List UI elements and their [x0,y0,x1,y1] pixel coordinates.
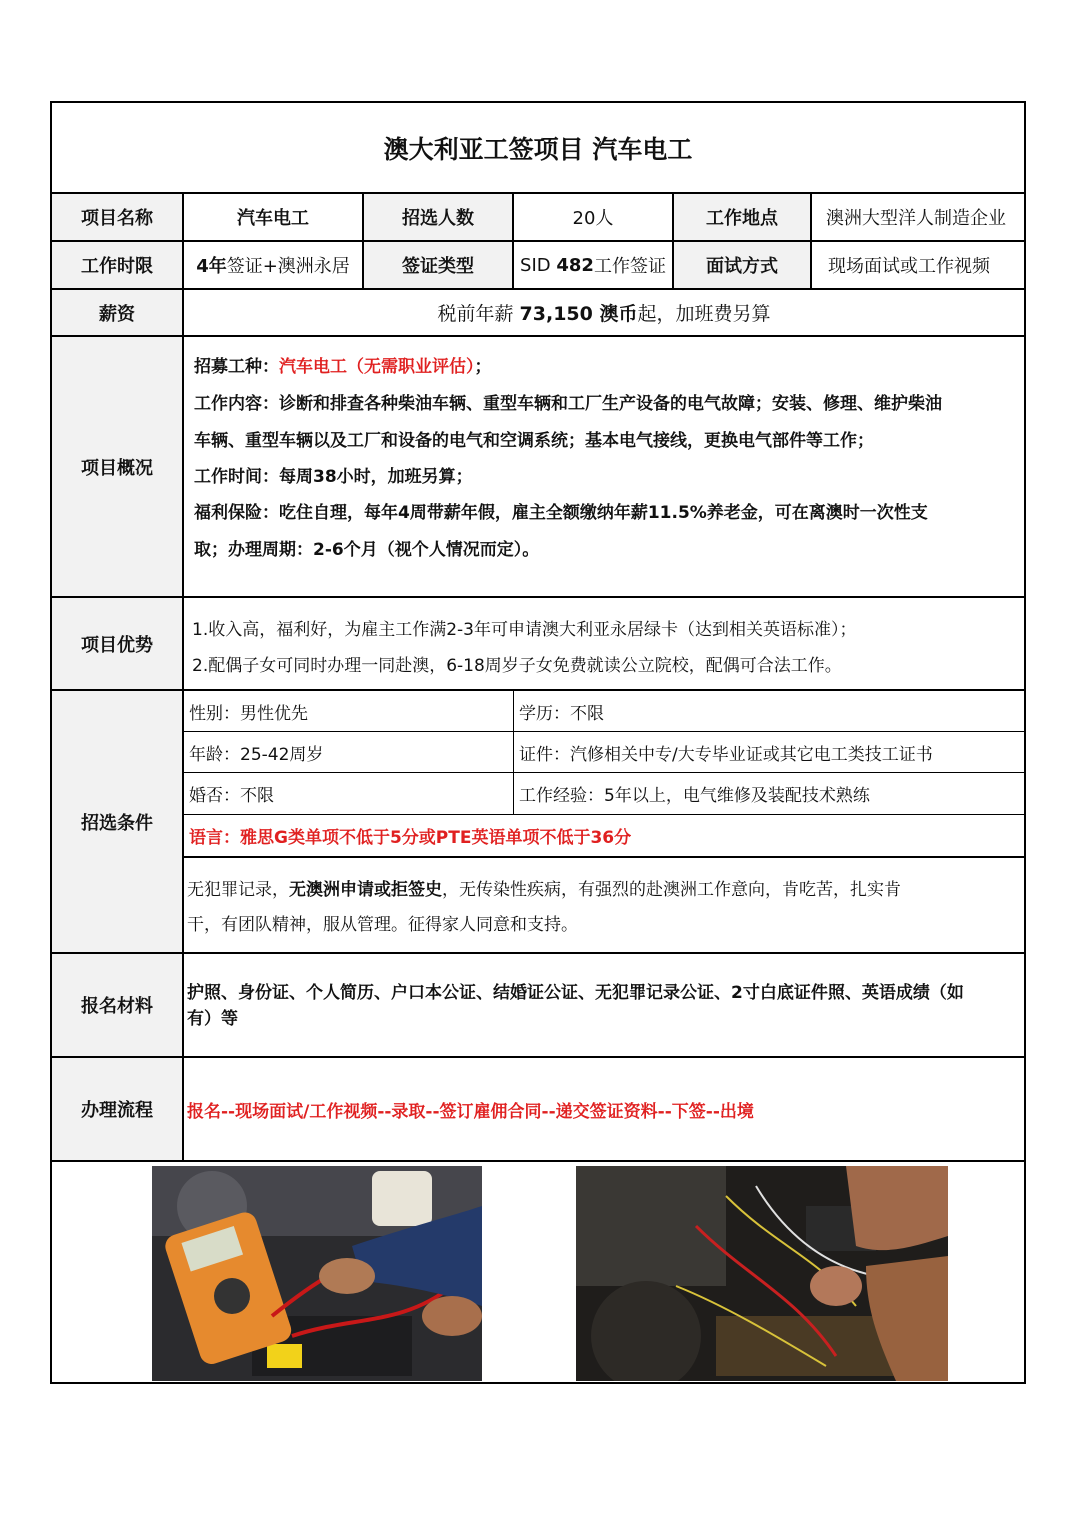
recruit-count-value: 20人 [514,194,674,240]
materials-content [184,954,1024,1056]
overview-content [184,337,1024,596]
advantages-label: 项目优势 [52,598,184,689]
salary-value [184,290,1024,335]
conditions-label: 招选条件 [52,691,184,952]
process-label: 办理流程 [52,1058,184,1160]
condition-other [187,873,1014,943]
term-value [184,242,364,288]
other-a: 无犯罪记录， [187,880,289,900]
overview-benefits-1: 福利保险：吃住自理，每年4周带薪年假，雇主全额缴纳年薪11.5%养老金，可在离澳时一次性支 [194,503,928,523]
row-materials [52,954,1024,1058]
term-prefix: 4年 [196,256,227,277]
row-conditions [52,691,1024,954]
page-title: 澳大利亚工签项目 汽车电工 [383,134,693,164]
overview-hours: 工作时间：每周38小时，加班另算； [194,467,473,487]
job-sheet [50,101,1026,1384]
conditions-content [184,691,1024,952]
salary-prefix: 税前年薪 [437,303,520,325]
row-process [52,1058,1024,1162]
salary-rest: 起，加班费另算 [637,303,771,325]
interview-label: 面试方式 [674,242,812,288]
row-salary [52,290,1024,337]
condition-language: 语言：雅思G类单项不低于5分或PTE英语单项不低于36分 [184,815,1024,858]
overview-benefits-2: 取；办理周期：2-6个月（视个人情况而定）。 [194,540,540,560]
row-visa-info [52,242,1024,290]
project-name-value: 汽车电工 [184,194,364,240]
recruit-count-label: 招选人数 [364,194,514,240]
project-name-label: 项目名称 [52,194,184,240]
overview-label: 项目概况 [52,337,184,596]
visa-label: 签证类型 [364,242,514,288]
materials-label: 报名材料 [52,954,184,1056]
condition-experience: 工作经验：5年以上，电气维修及装配技术熟练 [514,773,1024,815]
term-rest: 签证+澳洲永居 [226,256,350,277]
row-advantages [52,598,1024,691]
visa-rest: 工作签证 [593,256,666,277]
title-row [52,103,1024,194]
condition-marital: 婚否：不限 [184,773,514,815]
advantages-content [184,598,1024,689]
condition-education: 学历：不限 [514,691,1024,732]
other-d: 干，有团队精神，服从管理。征得家人同意和支持。 [187,915,578,935]
trade-label: 招募工种： [194,357,279,377]
location-label: 工作地点 [674,194,812,240]
other-b: 无澳洲申请或拒签史 [289,880,442,900]
interview-value: 现场面试或工作视频 [828,256,990,277]
materials-text [187,980,1018,1032]
overview-content-2: 车辆、重型车辆以及工厂和设备的电气和空调系统；基本电气接线，更换电气部件等工作； [194,431,874,451]
term-label: 工作时限 [52,242,184,288]
visa-value [514,242,674,288]
advantage-2: 2.配偶子女可同时办理一同赴澳，6-18周岁子女免费就读公立院校，配偶可合法工作。 [192,656,842,676]
trade-value: 汽车电工（无需职业评估） [279,357,475,377]
materials-line-2: 有）等 [187,1009,238,1029]
advantage-1: 1.收入高，福利好，为雇主工作满2-3年可申请澳大利亚永居绿卡（达到相关英语标准）； [192,620,857,640]
process-steps: 报名--现场面试/工作视频--录取--签订雇佣合同--递交签证资料--下签--出境 [187,1101,754,1122]
visa-prefix: SID [520,254,557,276]
salary-label: 薪资 [52,290,184,335]
overview-content-1: 工作内容：诊断和排查各种柴油车辆、重型车辆和工厂生产设备的电气故障；安装、修理、维护柴油 [194,394,942,414]
row-overview [52,337,1024,598]
materials-line-1: 护照、身份证、个人简历、户口本公证、结婚证公证、无犯罪记录公证、2寸白底证件照、英语成绩（如 [187,983,964,1003]
condition-certificate: 证件：汽修相关中专/大专毕业证或其它电工类技工证书 [514,732,1024,773]
trade-end: ； [474,357,492,377]
condition-gender: 性别：男性优先 [184,691,514,732]
visa-bold: 482 [556,254,594,276]
location-value: 澳洲大型洋人制造企业 [826,208,1006,229]
overview-trade [194,349,1014,386]
row-basic-info [52,194,1024,242]
salary-amount: 73,150 澳币 [519,303,638,325]
multimeter-battery-photo [152,1166,482,1381]
wiring-repair-photo [576,1166,948,1381]
other-c: ，无传染性疾病，有强烈的赴澳洲工作意向，肯吃苦，扎实肯 [442,880,901,900]
condition-age: 年龄：25-42周岁 [184,732,514,773]
